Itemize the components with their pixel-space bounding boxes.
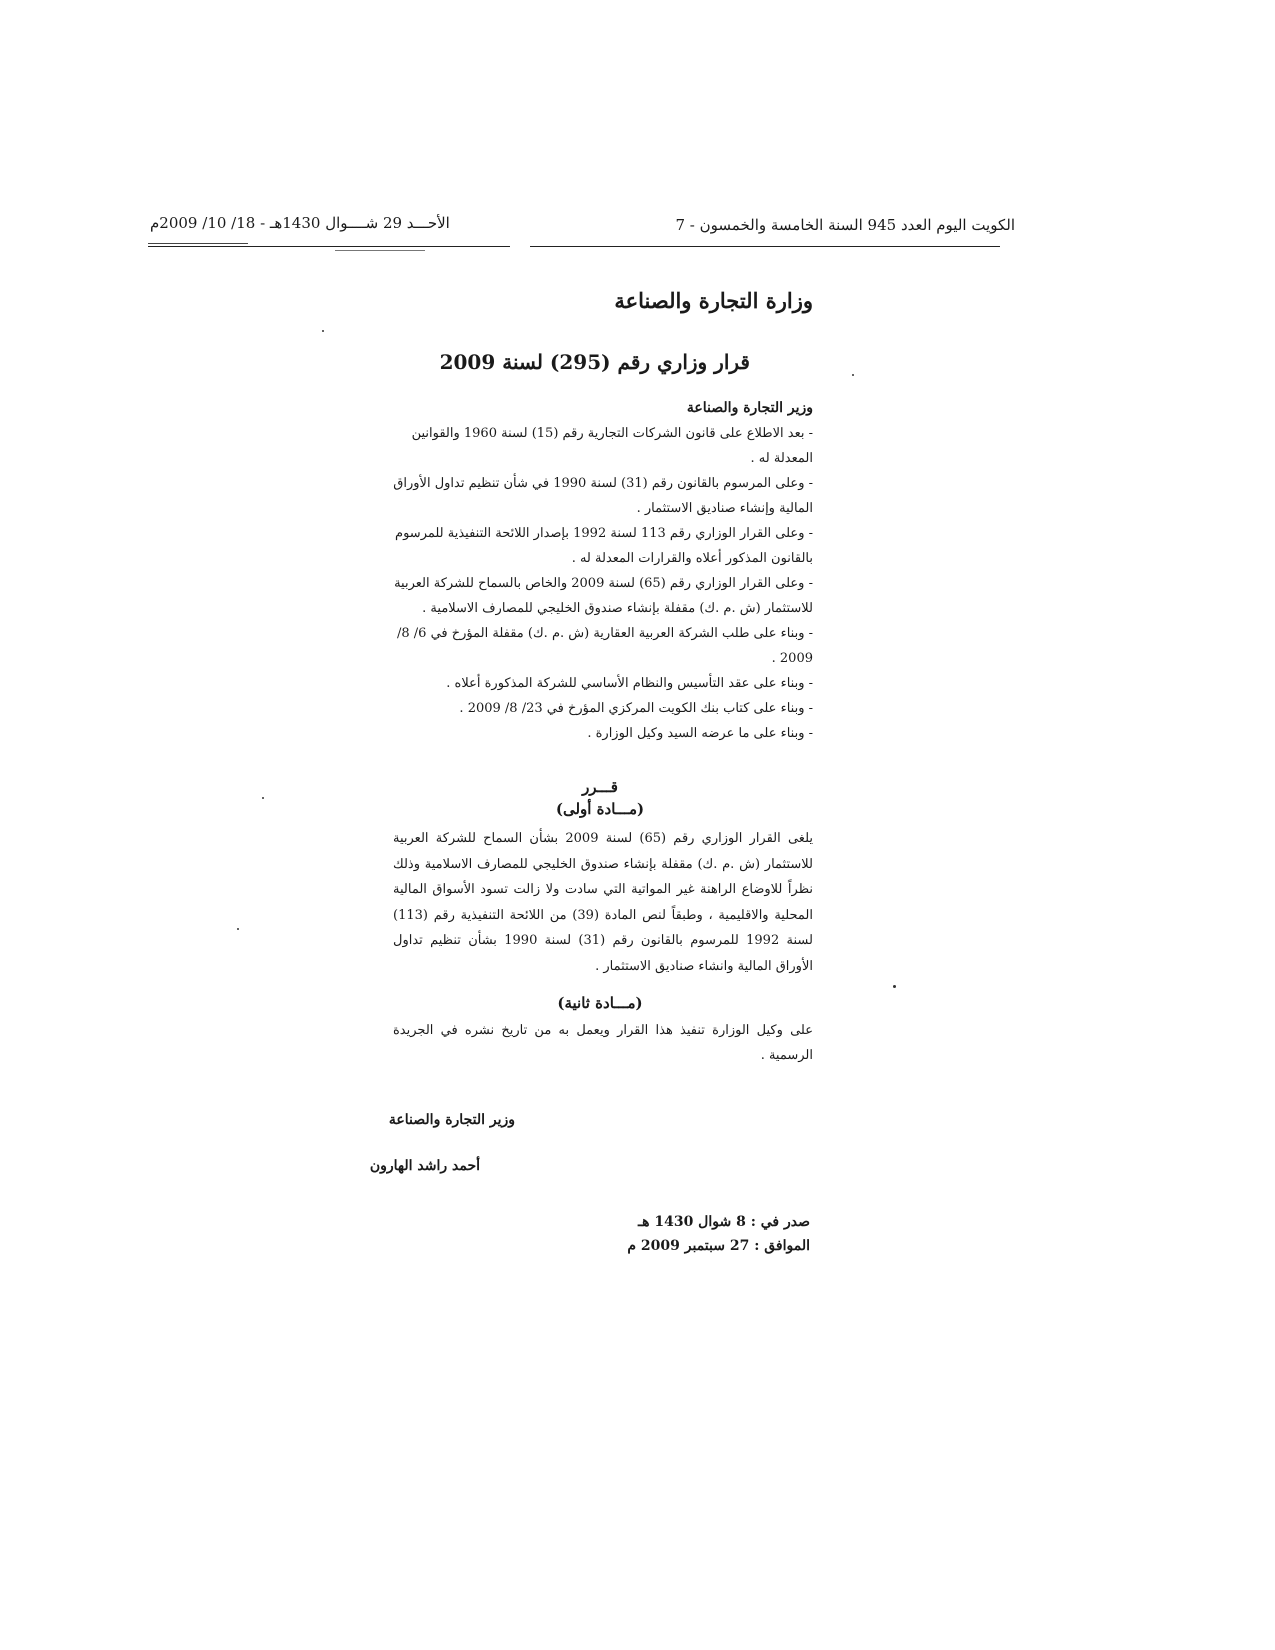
gazette-issue-header: الكويت اليوم العدد 945 السنة الخامسة والخمسون - 7: [675, 216, 1015, 234]
article1-title: (مـــادة أولى): [555, 800, 645, 818]
article1-body: يلغى القرار الوزاري رقم (65) لسنة 2009 بشأن السماح للشركة العربية للاستثمار (ش .م .ك) مقفلة بإنشاء صندوق الخليجي للمصارف الاسلامية وذلك نظراً للاوضاع الراهنة غير المواتية التي سادت ولا زالت تسود الأسواق المالية المحلية والاقليمية ، وطبقاً لنص المادة (39) من اللائحة التنفيذية رقم (113) لسنة 1992 للمرسوم بالقانون رقم (31) لسنة 1990 بشأن تنظيم تداول الأوراق المالية وانشاء صناديق الاستثمار .: [393, 831, 814, 974]
preamble: [393, 396, 813, 746]
preamble-item: - وعلى القرار الوزاري رقم (65) لسنة 2009 والخاص بالسماح للشركة العربية للاستثمار (ش .م .ك) مقفلة بإنشاء صندوق الخليجي للمصارف الاسلامية .: [394, 576, 813, 616]
article2-title: (مـــادة ثانية): [557, 994, 643, 1012]
header-rule-right: [530, 246, 1000, 247]
preamble-item: - وعلى القرار الوزاري رقم 113 لسنة 1992 بإصدار اللائحة التنفيذية للمرسوم بالقانون المذكور أعلاه والقرارات المعدلة له .: [395, 526, 813, 566]
preamble-item: - وبناء على ما عرضه السيد وكيل الوزارة .: [587, 726, 813, 741]
scan-speck: [893, 985, 896, 988]
preamble-item: - وبناء على عقد التأسيس والنظام الأساسي للشركة المذكورة أعلاه .: [446, 676, 813, 691]
preamble-item: - وعلى المرسوم بالقانون رقم (31) لسنة 1990 في شأن تنظيم تداول الأوراق المالية وإنشاء صناديق الاستثمار .: [393, 476, 813, 516]
issued-hijri: صدر في : 8 شوال 1430 هـ: [637, 1214, 810, 1230]
gazette-date-header: الأحـــد 29 شــــوال 1430هـ - 18/ 10/ 2009م: [150, 214, 450, 232]
preamble-item: - وبناء على طلب الشركة العربية العقارية (ش .م .ك) مقفلة المؤرخ في 6/ 8/ 2009 .: [396, 626, 813, 666]
header-rule-left: [148, 246, 510, 247]
decided-label: قـــرر: [582, 778, 618, 796]
decree-title: قرار وزاري رقم (295) لسنة 2009: [439, 350, 750, 374]
minister-title: وزير التجارة والصناعة: [388, 1112, 515, 1128]
minister-name: أحمد راشد الهارون: [369, 1158, 480, 1174]
issued-block: [627, 1210, 810, 1258]
ministry-title: وزارة التجارة والصناعة: [614, 288, 813, 313]
article2-body: على وكيل الوزارة تنفيذ هذا القرار ويعمل به من تاريخ نشره في الجريدة الرسمية .: [393, 1023, 813, 1063]
header-rule-left-mid: [335, 250, 425, 251]
scan-speck: [852, 374, 854, 376]
scan-speck: [237, 928, 239, 930]
scan-speck: [262, 797, 264, 799]
preamble-item: - بعد الاطلاع على قانون الشركات التجارية رقم (15) لسنة 1960 والقوانين المعدلة له .: [411, 426, 813, 466]
preamble-item: - وبناء على كتاب بنك الكويت المركزي المؤرخ في 23/ 8/ 2009 .: [459, 701, 813, 716]
decided-heading: [450, 776, 750, 820]
header-rule-left-short: [148, 243, 248, 244]
preamble-heading: وزير التجارة والصناعة: [686, 400, 813, 416]
issued-gregorian: الموافق : 27 سبتمبر 2009 م: [627, 1238, 810, 1254]
scan-speck: [322, 330, 324, 332]
